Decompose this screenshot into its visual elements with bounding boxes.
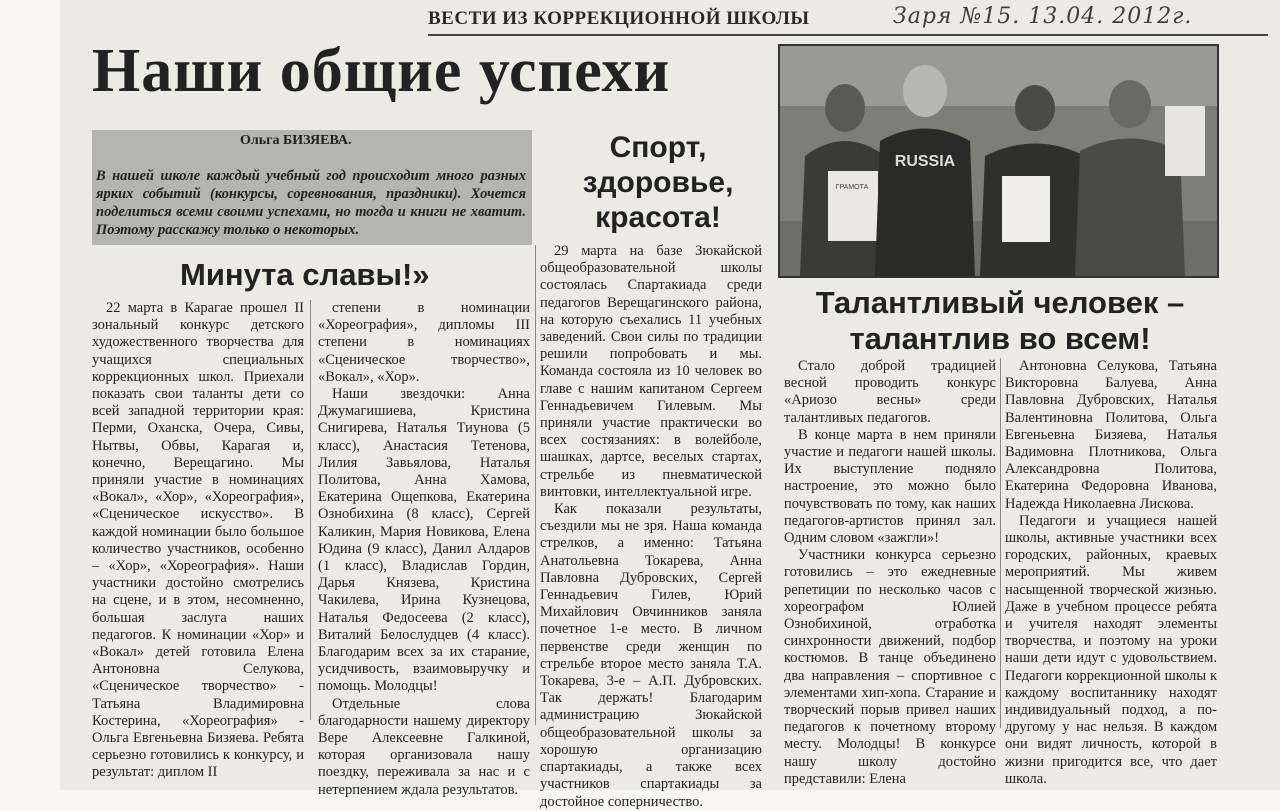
- column-5: [1005, 358, 1217, 788]
- header-rule: [428, 34, 1268, 36]
- handwritten-note: Заря №15. 13.04. 2012г.: [893, 4, 1193, 29]
- column-rule: [535, 245, 536, 725]
- column-4: [784, 358, 996, 788]
- subhead-minuta-slavy: Минута славы!»: [180, 257, 430, 292]
- paragraph: Отдельные слова благодарности нашему директору Вере Алексеевне Галкиной, которая организовала нашу поездку, переживала за нас и с нетерпением ждала результатов.: [318, 695, 530, 798]
- paragraph: Педагоги и учащиеся нашей школы, активные участники всех городских, районных, краевых мероприятий. Мы живем насыщенной творческой жизнью. Даже в учебном процессе ребята и учителя находят элементы творчества, и поэтому на уроки наши дети идут с удовольствием. Педагоги коррекционной школы к каждому воспитаннику находят индивидуальный подход, а по-другому у нас нельзя. В каждом они видят личность, которой в жизни пригодится все, что дает школа.: [1005, 512, 1217, 787]
- main-headline: Наши общие успехи: [92, 37, 671, 105]
- column-rule: [1000, 358, 1001, 728]
- paragraph: Стало доброй традицией весной проводить конкурс «Ариозо весны» среди талантливых педагогов.: [784, 358, 996, 426]
- paragraph: 29 марта на базе Зюкайской общеобразовательной школы состоялась Спартакиада среди педагогов Верещагинского района, на которую съехались 11 учебных заведений. Свои силы по традиции решили попробовать и мы. Команда состояла из 10 человек во главе с нашим капитаном Сергеем Геннадьевичем Гилевым. Мы приняли участие практически во всех состязаниях: в волейболе, шашках, дартсе, веселых стартах, стрельбе из пневматической винтовки, интеллектуальной игре.: [540, 243, 762, 500]
- certificate-text: ГРАМОТА: [835, 184, 869, 191]
- column-3: [540, 243, 762, 811]
- lead-paragraph: В нашей школе каждый учебный год происходит много разных ярких событий (конкурсы, соревнования, праздники). Хочется поделиться всеми своими успехами, но тогда и книги не хватит. Поэтому расскажу только о некоторых.: [96, 168, 526, 238]
- column-rule: [310, 300, 311, 720]
- subhead-sport: Спорт, здоровье, красота!: [582, 131, 734, 234]
- team-photo: [778, 44, 1219, 278]
- paragraph: Участники конкурса серьезно готовились – это ежедневные репетиции по несколько часов с хореографом Юлией Ознобихиной, отработка синхронности движений, подбор костюмов. В танце объединено два направления – спортивное с элементами хип-хопа. Старание и творческий порыв привел наших педагогов к почетному второму месту. Молодцы! В конкурсе нашу школу достойно представили: Елена: [784, 547, 996, 787]
- column-2: [318, 300, 530, 799]
- paragraph: В конце марта в нем приняли участие и педагоги нашей школы. Их выступление подняло настроение, это можно было почувствовать по тому, как наших педагогов-артистов принял зал. Одним словом «зажгли»!: [784, 426, 996, 547]
- paragraph: 22 марта в Карагае прошел II зональный конкурс детского художественного творчества для учащихся специальных коррекционных школ. Приехали показать свои таланты дети со всей западной территории края: Перми, Оханска, Очера, Сивы, Нытвы, Обвы, Карагая и, конечно, Верещагино. Мы приняли участие в номинациях «Вокал», «Хор», «Хореография», «Сценическое искусство». В каждой номинации было большое количество участников, особенно – «Хор», «Хореография». Наши участники достойно смотрелись на сцене, и в этом, несомненно, большая заслуга наших педагогов. К номинации «Хор» и «Вокал» детей готовила Елена Антоновна Селукова, «Сценическое творчество» - Татьяна Владимировна Костерина, «Хореография» - Ольга Евгеньевна Бизяева. Ребята серьезно готовились к конкурсу, и результат: диплом II: [92, 300, 304, 781]
- subhead-talent: Талантливый человек – талантлив во всем!: [815, 285, 1185, 356]
- byline: Ольга БИЗЯЕВА.: [240, 133, 352, 148]
- paragraph: Как показали результаты, съездили мы не зря. Наша команда стрелков, а именно: Татьяна Анатольевна Токарева, Анна Павловна Дубровских, Сергей Геннадьевич Гилев, Юрий Михайлович Овчинников заняла почетное 1-е место. В личном первенстве среди женщин по стрельбе второе место заняла Т.А. Токарева, 3-е – А.П. Дубровских. Так держать! Благодарим администрацию Зюкайской общеобразовательной школы за хорошую организацию спартакиады, а также всех участников спартакиады за достойное соперничество.: [540, 501, 762, 810]
- shirt-text: RUSSIA: [894, 153, 956, 170]
- paragraph: степени в номинации «Хореография», дипломы III степени в номинациях «Сценическое творчество», «Вокал», «Хор».: [318, 300, 530, 385]
- paragraph: Антоновна Селукова, Татьяна Викторовна Балуева, Анна Павловна Дубровских, Наталья Валентиновна Политова, Ольга Евгеньевна Бизяева, Наталья Вадимовна Плотникова, Ольга Александровна Политова, Екатерина Федоровна Иванова, Надежда Николаевна Лискова.: [1005, 358, 1217, 512]
- section-title: ВЕСТИ ИЗ КОРРЕКЦИОННОЙ ШКОЛЫ: [428, 8, 810, 29]
- paragraph: Наши звездочки: Анна Джумагишиева, Кристина Снигирева, Наталья Тиунова (5 класс), Анастасия Тетенова, Лилия Завьялова, Наталья Политова, Анна Хамова, Екатерина Ощепкова, Екатерина Ознобихина (8 класс), Сергей Каликин, Мария Новикова, Елена Юдина (9 класс), Данил Алдаров (1 класс), Владислав Гордин, Дарья Князева, Кристина Чакилева, Ирина Кузнецова, Наталья Федосеева (2 класс), Виталий Белослудцев (4 класс). Благодарим всех за их старание, усидчивость, взаимовыручку и помощь. Молодцы!: [318, 386, 530, 695]
- column-1: [92, 300, 304, 782]
